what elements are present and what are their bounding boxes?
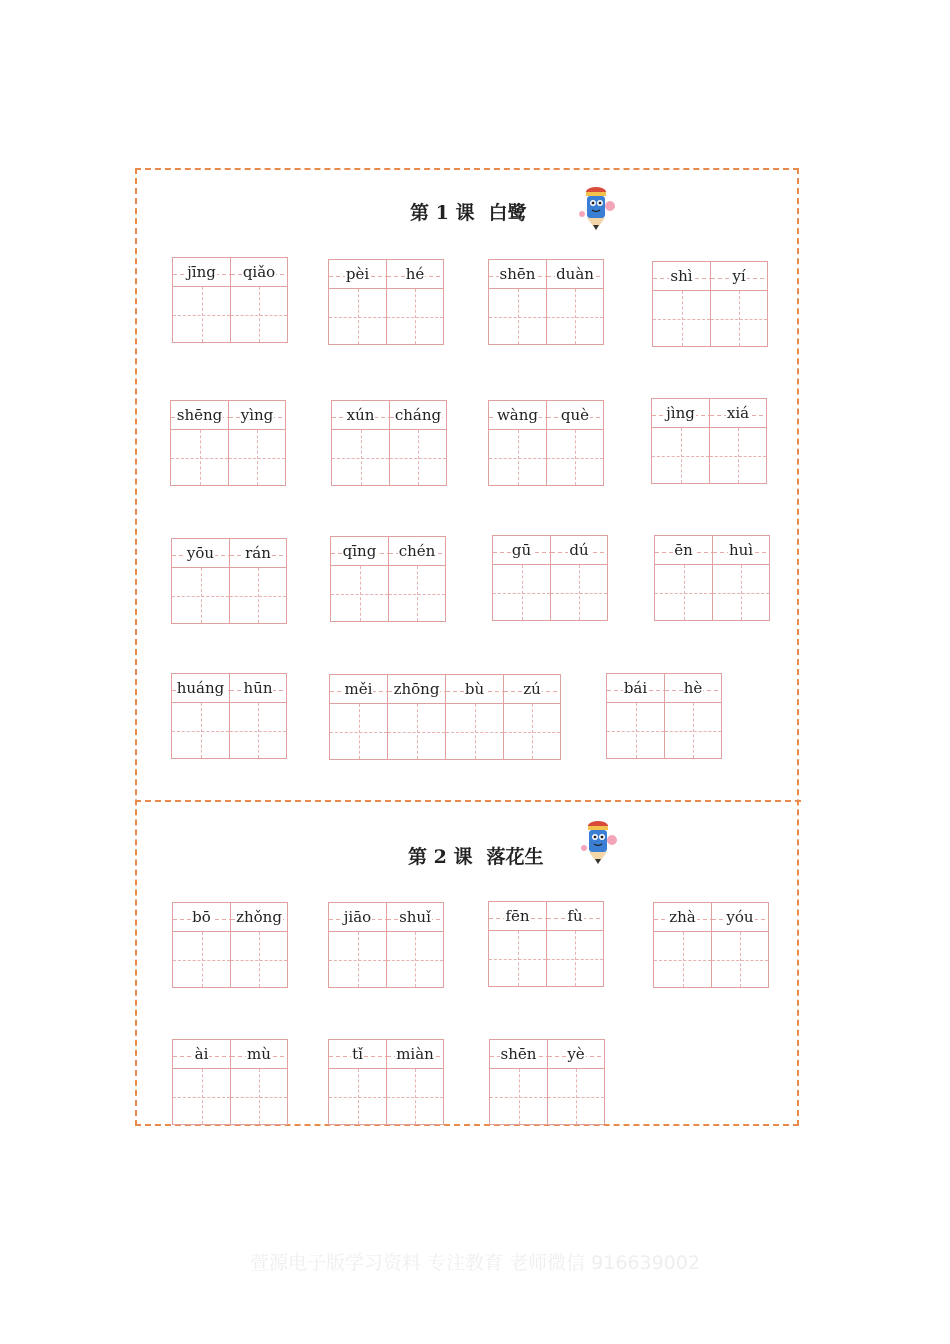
pinyin-row: [329, 674, 387, 704]
hanzi-writing-grid[interactable]: [328, 932, 386, 988]
pinyin-row: [445, 674, 503, 704]
pinyin-row: [230, 257, 288, 287]
pinyin-row: [711, 902, 769, 932]
pinyin-row: [651, 398, 709, 428]
pinyin-row: [550, 535, 608, 565]
pinyin-row: [386, 1039, 444, 1069]
pinyin-label: què: [560, 406, 590, 424]
pinyin-label: mù: [247, 1045, 271, 1063]
pinyin-label: ēn: [674, 541, 693, 559]
pinyin-label: ài: [194, 1045, 209, 1063]
pinyin-row: [547, 1039, 605, 1069]
pinyin-label: zhōng: [393, 680, 440, 698]
hanzi-writing-grid[interactable]: [230, 932, 288, 988]
character-cell: [230, 1039, 288, 1125]
pinyin-label: qiǎo: [242, 263, 276, 281]
pinyin-label: gū: [511, 541, 532, 559]
word-writing-box: [492, 535, 608, 621]
hanzi-writing-grid[interactable]: [172, 287, 230, 343]
pinyin-label: fù: [567, 907, 583, 925]
hanzi-writing-grid[interactable]: [328, 1069, 386, 1125]
pinyin-label: yìng: [240, 406, 274, 424]
pinyin-label: xiá: [726, 404, 750, 422]
character-cell: [230, 257, 288, 343]
character-cell: [328, 902, 386, 988]
word-writing-box: [329, 674, 561, 760]
pinyin-label: yí: [732, 267, 746, 285]
word-writing-box: [488, 400, 604, 486]
pinyin-row: [172, 902, 230, 932]
character-cell: [488, 400, 546, 486]
character-cell: [170, 400, 228, 486]
word-writing-box: [488, 259, 604, 345]
character-cell: [386, 259, 444, 345]
hanzi-writing-grid[interactable]: [653, 932, 711, 988]
word-writing-box: [654, 535, 770, 621]
hanzi-writing-grid[interactable]: [547, 1069, 605, 1125]
character-cell: [710, 261, 768, 347]
hanzi-writing-grid[interactable]: [546, 289, 604, 345]
character-cell: [330, 536, 388, 622]
character-cell: [171, 538, 229, 624]
pinyin-row: [230, 902, 288, 932]
pinyin-label: měi: [344, 680, 373, 698]
hanzi-writing-grid[interactable]: [606, 703, 664, 759]
pinyin-row: [170, 400, 228, 430]
character-cell: [229, 673, 287, 759]
pinyin-label: fēn: [505, 907, 530, 925]
pinyin-label: shuǐ: [399, 908, 431, 926]
character-cell: [654, 535, 712, 621]
hanzi-writing-grid[interactable]: [388, 566, 446, 622]
character-cell: [329, 674, 387, 760]
pinyin-label: hūn: [243, 679, 273, 697]
hanzi-writing-grid[interactable]: [488, 289, 546, 345]
pinyin-row: [546, 400, 604, 430]
word-writing-box: [606, 673, 722, 759]
pinyin-row: [606, 673, 664, 703]
hanzi-writing-grid[interactable]: [230, 287, 288, 343]
hanzi-writing-grid[interactable]: [709, 428, 767, 484]
character-cell: [488, 259, 546, 345]
pinyin-row: [489, 1039, 547, 1069]
pinyin-label: jìng: [666, 404, 695, 422]
pinyin-label: yóu: [726, 908, 754, 926]
hanzi-writing-grid[interactable]: [651, 428, 709, 484]
hanzi-writing-grid[interactable]: [329, 704, 387, 760]
word-writing-box: [651, 398, 767, 484]
hanzi-writing-grid[interactable]: [330, 566, 388, 622]
character-cell: [547, 1039, 605, 1125]
hanzi-writing-grid[interactable]: [546, 931, 604, 987]
pinyin-row: [488, 259, 546, 289]
pinyin-label: bō: [192, 908, 211, 926]
hanzi-writing-grid[interactable]: [386, 932, 444, 988]
character-cell: [172, 902, 230, 988]
pinyin-label: jīng: [187, 263, 216, 281]
pinyin-row: [492, 535, 550, 565]
pinyin-label: huì: [728, 541, 754, 559]
pinyin-label: yè: [567, 1045, 585, 1063]
word-writing-box: [172, 1039, 288, 1125]
pinyin-row: [172, 257, 230, 287]
word-writing-box: [171, 673, 287, 759]
hanzi-writing-grid[interactable]: [711, 932, 769, 988]
character-cell: [328, 1039, 386, 1125]
character-cell: [386, 902, 444, 988]
pinyin-row: [229, 538, 287, 568]
character-cell: [228, 400, 286, 486]
pinyin-label: shēn: [500, 1045, 537, 1063]
footer-watermark: 萱源电子版学习资料 专注教育 老师微信 916639002: [250, 1252, 700, 1274]
pinyin-row: [388, 536, 446, 566]
hanzi-writing-grid[interactable]: [488, 931, 546, 987]
lesson-2-title: [408, 842, 543, 869]
lesson-1-title: [410, 198, 526, 225]
hanzi-writing-grid[interactable]: [172, 932, 230, 988]
pinyin-label: zhǒng: [236, 908, 282, 926]
hanzi-writing-grid[interactable]: [229, 568, 287, 624]
pinyin-row: [328, 259, 386, 289]
word-writing-box: [328, 902, 444, 988]
pinyin-row: [171, 538, 229, 568]
character-cell: [445, 674, 503, 760]
pinyin-row: [710, 261, 768, 291]
character-cell: [711, 902, 769, 988]
hanzi-writing-grid[interactable]: [171, 568, 229, 624]
character-cell: [388, 536, 446, 622]
character-cell: [546, 901, 604, 987]
word-writing-box: [330, 536, 446, 622]
character-cell: [387, 674, 445, 760]
pinyin-row: [386, 902, 444, 932]
character-cell: [386, 1039, 444, 1125]
hanzi-writing-grid[interactable]: [652, 291, 710, 347]
character-cell: [230, 902, 288, 988]
pinyin-label: hè: [683, 679, 703, 697]
character-cell: [651, 398, 709, 484]
hanzi-writing-grid[interactable]: [445, 704, 503, 760]
pinyin-label: chén: [398, 542, 436, 560]
hanzi-writing-grid[interactable]: [488, 430, 546, 486]
hanzi-writing-grid[interactable]: [654, 565, 712, 621]
pinyin-label: shēn: [499, 265, 536, 283]
pinyin-row: [331, 400, 389, 430]
pencil-mascot-icon: [574, 184, 618, 232]
character-cell: [389, 400, 447, 486]
pinyin-row: [386, 259, 444, 289]
word-writing-box: [488, 901, 604, 987]
hanzi-writing-grid[interactable]: [546, 430, 604, 486]
character-cell: [652, 261, 710, 347]
lesson-divider: [135, 800, 801, 802]
pinyin-row: [488, 400, 546, 430]
pinyin-row: [328, 1039, 386, 1069]
pinyin-label: huáng: [176, 679, 225, 697]
pinyin-row: [664, 673, 722, 703]
hanzi-writing-grid[interactable]: [712, 565, 770, 621]
hanzi-writing-grid[interactable]: [171, 703, 229, 759]
hanzi-writing-grid[interactable]: [550, 565, 608, 621]
pinyin-label: rán: [245, 544, 271, 562]
pinyin-label: wàng: [496, 406, 539, 424]
pinyin-label: cháng: [394, 406, 442, 424]
hanzi-writing-grid[interactable]: [229, 703, 287, 759]
word-writing-box: [653, 902, 769, 988]
hanzi-writing-grid[interactable]: [230, 1069, 288, 1125]
word-writing-box: [171, 538, 287, 624]
hanzi-writing-grid[interactable]: [328, 289, 386, 345]
pinyin-label: zhà: [669, 908, 696, 926]
pinyin-row: [228, 400, 286, 430]
character-cell: [488, 901, 546, 987]
hanzi-writing-grid[interactable]: [172, 1069, 230, 1125]
character-cell: [546, 400, 604, 486]
hanzi-writing-grid[interactable]: [664, 703, 722, 759]
character-cell: [712, 535, 770, 621]
hanzi-writing-grid[interactable]: [386, 289, 444, 345]
pinyin-row: [488, 901, 546, 931]
pinyin-label: dú: [569, 541, 589, 559]
character-cell: [172, 257, 230, 343]
pinyin-label: duàn: [556, 265, 594, 283]
character-cell: [653, 902, 711, 988]
character-cell: [331, 400, 389, 486]
character-cell: [489, 1039, 547, 1125]
pinyin-row: [387, 674, 445, 704]
pencil-mascot-icon: [576, 818, 620, 866]
hanzi-writing-grid[interactable]: [489, 1069, 547, 1125]
character-cell: [328, 259, 386, 345]
character-cell: [550, 535, 608, 621]
pinyin-row: [652, 261, 710, 291]
pinyin-row: [389, 400, 447, 430]
word-writing-box: [328, 259, 444, 345]
character-cell: [503, 674, 561, 760]
word-writing-box: [170, 400, 286, 486]
hanzi-writing-grid[interactable]: [710, 291, 768, 347]
pinyin-label: zú: [523, 680, 541, 698]
pinyin-label: pèi: [345, 265, 370, 283]
lesson-2-number: 第 2 课: [408, 846, 473, 868]
pinyin-row: [171, 673, 229, 703]
pinyin-label: bù: [464, 680, 485, 698]
pinyin-label: qīng: [342, 542, 377, 560]
lesson-1-name: 白鹭: [488, 202, 527, 224]
word-writing-box: [328, 1039, 444, 1125]
pinyin-label: shēng: [176, 406, 223, 424]
character-cell: [546, 259, 604, 345]
pinyin-row: [172, 1039, 230, 1069]
pinyin-row: [546, 259, 604, 289]
hanzi-writing-grid[interactable]: [331, 430, 389, 486]
word-writing-box: [489, 1039, 605, 1125]
pinyin-row: [709, 398, 767, 428]
word-writing-box: [172, 902, 288, 988]
character-cell: [606, 673, 664, 759]
pinyin-row: [503, 674, 561, 704]
lesson-2-name: 落花生: [486, 846, 544, 868]
word-writing-box: [172, 257, 288, 343]
hanzi-writing-grid[interactable]: [389, 430, 447, 486]
pinyin-label: miàn: [396, 1045, 434, 1063]
pinyin-row: [229, 673, 287, 703]
character-cell: [172, 1039, 230, 1125]
pinyin-label: shì: [670, 267, 693, 285]
pinyin-label: hé: [405, 265, 425, 283]
pinyin-row: [230, 1039, 288, 1069]
hanzi-writing-grid[interactable]: [228, 430, 286, 486]
hanzi-writing-grid[interactable]: [170, 430, 228, 486]
character-cell: [664, 673, 722, 759]
pinyin-row: [330, 536, 388, 566]
character-cell: [229, 538, 287, 624]
pinyin-label: xún: [346, 406, 375, 424]
character-cell: [709, 398, 767, 484]
pinyin-label: bái: [623, 679, 648, 697]
hanzi-writing-grid[interactable]: [386, 1069, 444, 1125]
hanzi-writing-grid[interactable]: [503, 704, 561, 760]
pinyin-label: jiāo: [343, 908, 372, 926]
lesson-1-number: 第 1 课: [410, 202, 475, 224]
pinyin-row: [328, 902, 386, 932]
pinyin-label: yōu: [186, 544, 215, 562]
word-writing-box: [331, 400, 447, 486]
pinyin-row: [546, 901, 604, 931]
hanzi-writing-grid[interactable]: [492, 565, 550, 621]
pinyin-row: [712, 535, 770, 565]
hanzi-writing-grid[interactable]: [387, 704, 445, 760]
pinyin-label: tǐ: [352, 1045, 363, 1063]
character-cell: [492, 535, 550, 621]
word-writing-box: [652, 261, 768, 347]
pinyin-row: [653, 902, 711, 932]
character-cell: [171, 673, 229, 759]
pinyin-row: [654, 535, 712, 565]
